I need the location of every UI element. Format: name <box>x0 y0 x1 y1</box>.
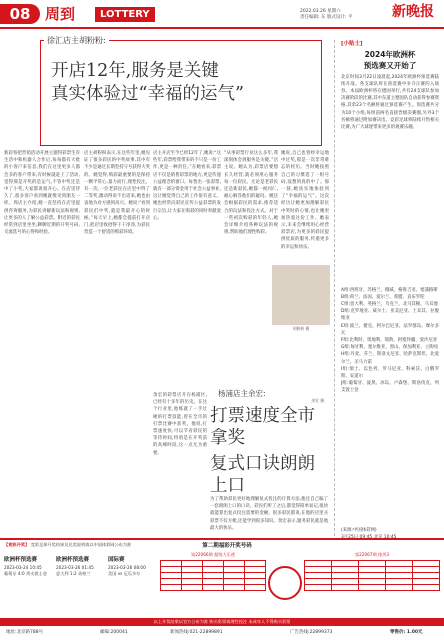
story2-column-1: 余宏的彩票店开在杨浦区,已经有十多年的历史。在这个行业里,他练就了一手过硬的打票技能,曾在全市的打票比赛中获奖。他说,打票速度快,可以节省彩民的等待时间,特别是在开奖前的高峰时段,这一点尤为重要。 <box>153 393 207 456</box>
story1-photo-caption: 胡粉粉 摄 <box>292 326 310 331</box>
story1-column-2: 店主胡粉粉表示,在这些年里,她见证了很多彩民的中奖故事,其中有不少是通过长期坚持守号获得大奖的。她觉得,购彩最重要的是保持一颗平常心,量力而行,理性投注。有一次,一位老彩民在店里中得了二等奖,激动得说不出话来,她也由衷地为对方感到高兴。她说:“看到彩民们中奖,就是我最开心的时候。”每天早上,她都会提前打开店门,把店里收拾得干干净净,为彩民营造一个舒适的购彩环境。 <box>84 151 150 236</box>
footer-news-hotline: 新闻热线:021-22899891 <box>170 630 223 635</box>
story2-headline-line1: 打票速度全市拿奖 <box>210 406 315 448</box>
story1-column-5: 她说,自己也曾经幸运地中过奖,那是一次非常难忘的经历。当时她按照自己的习惯选了一组号码,没想到真的中了。那一刻,她真实地体验到了“幸福的运气”。这次经历让她更加理解彩民中奖时的心情,也让她更加热爱这份工作。她表示,未来会继续用心经营彩票店,为更多的彩民提供优质的服务,传递更多的幸运和快乐。 <box>281 151 329 250</box>
story1-column-1: 新彩客把营销活动开展主题得彩票生有生活中和机器人合作后,每每都有大批的小客户来信息,我们在这里更多人都会多的客户带来,有时候就赶上了活动,觉得那是开奖的是运气,不管中奖还是中了小奖,大家都说很开心。在店里待久了,很多客户看到她就像见到朋友一样。周店主介绍,她一直坚持在店里提供咨询服务,为彩民讲解新玩法和规则,让更多的人了解公益彩票。附近的彩民经常到店里坐坐,聊聊近期的开奖号码,交流选号的心得和经验。 <box>4 151 80 236</box>
result-pane-3 <box>108 556 156 577</box>
result-pane-2-title: 欧洲杯预选赛 <box>56 557 90 563</box>
lottery-grid-right-table <box>304 560 440 591</box>
bottom-rule <box>0 538 444 540</box>
sidebar <box>334 40 439 536</box>
section-title: 周到 <box>45 5 76 23</box>
footer-postcode: 邮编:200041 <box>100 630 128 635</box>
bottom-left-notice <box>4 542 154 550</box>
masthead <box>0 0 444 28</box>
sidebar-body: 北京时间3月22日凌晨起,2024年欧洲杯预选赛陆续开战。各支球队将在预选赛中争夺正赛的入场券。本届欧洲杯将在德国举行,共有24支球队参加决赛阶段的比赛,其中东道主德国队自动获得参赛资格,其余23个名额将通过预选赛产生。预选赛共分为10个小组,每组前两名直接晋级决赛圈,另外3个名额将通过附加赛决出。竞彩足球将陆续开售相关比赛,为广大球迷带来更多的观赛乐趣。 <box>341 74 439 130</box>
story1-headline-line2: 真实体验过“幸福的运气” <box>51 84 244 104</box>
story2-headline-line2: 复式口诀朗朗上口 <box>210 454 315 496</box>
newspaper-logo: 新晚报 <box>392 4 434 20</box>
editor-credit: 责任编辑: 东 版式设计: 平 <box>300 15 353 20</box>
page-footer <box>0 628 444 640</box>
result-pane-1-title: 欧洲杯预选赛 <box>4 557 38 563</box>
bottom-red-banner <box>0 618 444 626</box>
lottery-grid-right <box>304 552 440 591</box>
lottery-grid-left <box>160 552 266 591</box>
story1-headline-box <box>40 40 322 146</box>
story1-headline <box>51 61 317 104</box>
footer-address: 地址:北京路788号 <box>6 630 44 635</box>
bottom-red-banner-text: 以上开奖结果以官方公布为准 购买彩票请理性投注 未成年人不得购买彩票 <box>153 619 291 624</box>
story2-photo-caption: 余宏 摄 <box>311 398 324 403</box>
result-pane-3-row: 2023-03-26 08:00 美国 vs 厄瓜多尔 <box>108 564 146 576</box>
story1-kicker: 徐汇店主胡粉粉: <box>44 35 109 47</box>
story2-kicker: 杨浦店主余宏: <box>218 389 266 398</box>
lottery-grid-left-table <box>160 560 266 591</box>
center-results-title: 第二期福彩开奖号码 <box>202 543 252 549</box>
issue-date <box>300 9 352 21</box>
result-pane-2-row: 2023-03-26 01:45 意大利 1:2 英格兰 <box>56 564 94 576</box>
story1-headline-line1: 开店12年,服务是关键 <box>51 61 219 81</box>
lottery-grid-left-title: 第22066期 超级大乐透 <box>191 552 235 557</box>
story1-column-4: “从事彩票行业这么多年,我深刻体会到服务是关键。”店主说。她认为,彩票店要想长久经营,就必须用心服务每一位彩民。无论是老彩民还是新彩民,她都一视同仁,耐心解答他们的疑问。她还会根据彩民的需求,推荐适合的玩法和投注方式。对于一些初次购彩的年轻人,她会详细介绍各种玩法的规则,帮助他们理性购彩。 <box>224 151 278 236</box>
result-pane-3-title: 国际赛 <box>108 557 125 563</box>
story1-photo <box>272 265 330 325</box>
sidebar-footer: (来源:中国体彩网) <box>341 527 377 533</box>
footer-price: 零售价: 1.00元 <box>390 630 423 635</box>
story2-column-2: 为了帮助彩民更好地理解复式投注的计算方法,他还自己编了一套朗朗上口的口诀。彩民们听了之后,都觉得简单易记,很快就能算出复式投注需要的金额。很多彩民都说,在他的店里买彩票不仅方便,还能学到很多知识。余宏表示,服务彩民就是他最大的快乐。 <box>210 497 328 531</box>
sidebar-title-line1: 2024年欧洲杯 <box>364 49 416 59</box>
story2-headline <box>210 405 328 496</box>
result-pane-1-row: 2023-03-24 10:45 葡萄牙 4:0 列支敦士登 <box>4 564 47 576</box>
result-pane-1 <box>4 556 52 577</box>
page-number: 08 <box>0 4 40 24</box>
sidebar-groups: A组:西班牙、苏格兰、挪威、格鲁吉亚、塞浦路斯 B组:荷兰、法国、爱尔兰、希腊、直布罗陀 C组:意大利、英格兰、乌克兰、北马其顿、马耳他 D组:克罗地亚、威尔士、亚美尼亚、土耳其、拉脱维亚 E组:波兰、捷克、阿尔巴尼亚、法罗群岛、摩尔多瓦 F组:比利时、奥地利、瑞典、阿塞拜疆、爱沙尼亚 G组:匈牙利、塞尔维亚、黑山、保加利亚、立陶宛 H组:丹麦、芬兰、斯洛文尼亚、哈萨克斯坦、北爱尔兰、圣马力诺 I组:瑞士、以色列、罗马尼亚、科索沃、白俄罗斯、安道尔 J组:葡萄牙、波黑、冰岛、卢森堡、斯洛伐克、列支敦士登 <box>341 287 439 394</box>
bottom-left-tag: 【竞彩开奖】 <box>4 542 30 547</box>
result-pane-2 <box>56 556 104 577</box>
lottery-grid-right-title: 第22067期 排列3 <box>354 552 390 557</box>
masthead-rule <box>0 27 444 29</box>
issue-date-text: 2022.03.26 星期六 <box>300 9 341 14</box>
section-tag: LOTTERY <box>95 7 155 22</box>
footer-ad-hotline: 广告热线:22899373 <box>290 630 333 635</box>
story1-column-3: 店主开店至今已经12年了,她说:“这些年,彩票给我带来的不只是一份工作,更是一种责任。”在她看来,彩票店不仅是销售彩票的地方,更是传递公益理念的窗口。每售出一张彩票,就有一部分资金用于社会公益事业,这让她觉得自己的工作很有意义。她也经常向彩民宣传公益彩票的发行宗旨,让大家在购彩的同时奉献爱心。 <box>153 151 221 221</box>
welfare-lottery-logo <box>268 566 302 600</box>
sidebar-tag: [小贴士] <box>341 41 363 47</box>
bottom-left-note: 竞彩足球开奖结果及兑奖说明请以中国体彩网公布为准 <box>30 542 132 547</box>
sidebar-title-line2: 预选赛又开始了 <box>363 60 417 70</box>
